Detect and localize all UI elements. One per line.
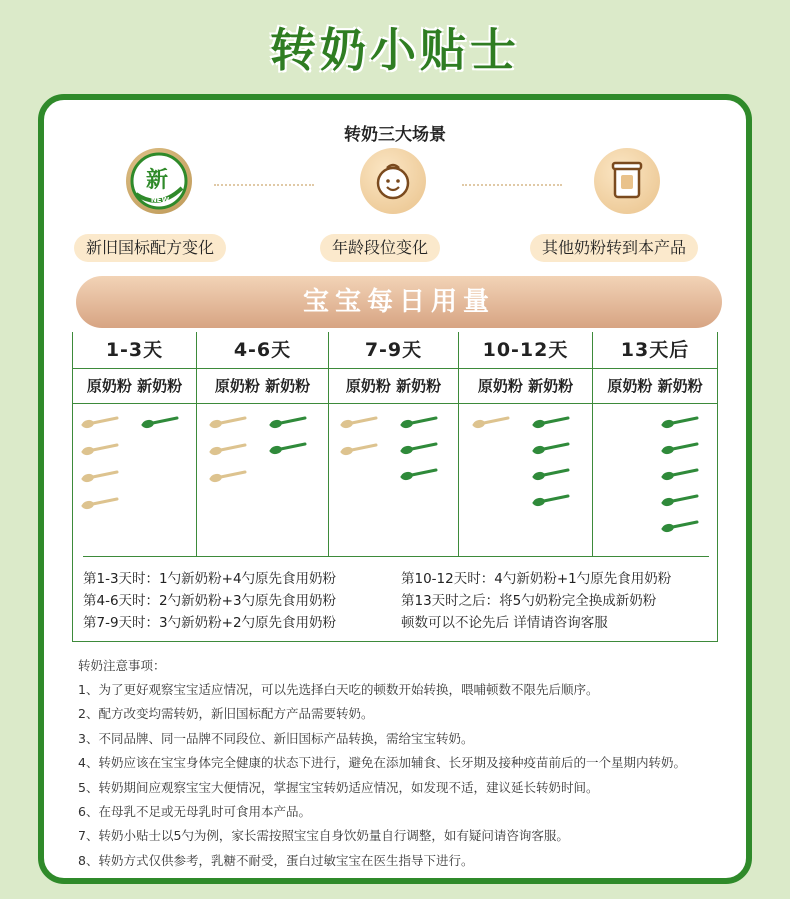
page-title: 转奶小贴士 [270, 23, 520, 77]
sub-labels [197, 369, 328, 404]
note-right-1: 第10-12天时：4勺新奶粉+1勺原先食用奶粉 [401, 571, 672, 587]
scenes-heading: 转奶三大场景 [344, 125, 446, 145]
new-formula-scoop-icon [400, 440, 446, 452]
old-formula-scoop-icon [209, 468, 255, 480]
tip-item: 5、转奶期间应观察宝宝大便情况，掌握宝宝转奶适应情况，如发现不适，建议延长转奶时间。 [78, 779, 599, 795]
tip-item: 3、不同品牌、同一品牌不同段位、新旧国标产品转换，需给宝宝转奶。 [78, 730, 474, 746]
new-formula-scoop-icon [532, 414, 578, 426]
new-formula-scoop-icon [269, 440, 315, 452]
sub-labels [459, 369, 592, 404]
usage-column [329, 332, 459, 556]
note-left-3: 第7-9天时：3勺新奶粉+2勺原先食用奶粉 [83, 615, 337, 631]
tip-item: 7、转奶小贴士以5勺为例，家长需按照宝宝自身饮奶量自行调整，如有疑问请咨询客服。 [78, 828, 569, 844]
new-formula-label: 新奶粉 [528, 377, 574, 395]
old-formula-label: 原奶粉 [345, 377, 391, 395]
new-formula-scoop-icon [661, 518, 707, 530]
divider-dots [214, 184, 314, 186]
period-label: 13天后 [593, 332, 717, 369]
scene-label-age-stage: 年龄段位变化 [320, 234, 440, 262]
period-label: 10-12天 [459, 332, 592, 369]
usage-column [197, 332, 329, 556]
note-right-3: 顿数可以不论先后 详情请咨询客服 [401, 615, 608, 631]
tip-item: 8、转奶方式仅供参考，乳糖不耐受，蛋白过敏宝宝在医生指导下进行。 [78, 852, 474, 868]
new-badge-subtext: NEW [150, 196, 170, 204]
tip-item: 2、配方改变均需转奶，新旧国标配方产品需要转奶。 [78, 706, 374, 722]
tip-item: 4、转奶应该在宝宝身体完全健康的状态下进行，避免在添加辅食、长牙期及接种疫苗前后的一个星期内转奶。 [78, 755, 686, 771]
new-formula-scoop-icon [400, 414, 446, 426]
new-formula-scoop-icon [661, 466, 707, 478]
old-formula-label: 原奶粉 [607, 377, 653, 395]
usage-column [593, 332, 717, 556]
note-right-2: 第13天时之后：将5勺奶粉完全换成新奶粉 [401, 593, 657, 609]
period-label: 7-9天 [329, 332, 458, 369]
sub-labels [73, 369, 196, 404]
old-formula-scoop-icon [209, 414, 255, 426]
new-badge-text: 新 [145, 168, 169, 193]
period-label: 1-3天 [73, 332, 196, 369]
old-formula-scoop-icon [472, 414, 518, 426]
new-formula-scoop-icon [400, 466, 446, 478]
tips-heading: 转奶注意事项： [78, 658, 166, 673]
new-formula-scoop-icon [532, 492, 578, 504]
scene-label-formula-change: 新旧国标配方变化 [74, 234, 226, 262]
tip-item: 6、在母乳不足或无母乳时可食用本产品。 [78, 803, 311, 819]
tips-card [38, 94, 752, 884]
note-left-1: 第1-3天时：1勺新奶粉+4勺原先食用奶粉 [83, 571, 337, 587]
daily-usage-band: 宝宝每日用量 [76, 276, 722, 328]
scene-label-other-brand: 其他奶粉转到本产品 [530, 234, 698, 262]
tips-section [78, 656, 738, 875]
period-label: 4-6天 [197, 332, 328, 369]
old-formula-scoop-icon [81, 414, 127, 426]
usage-column [73, 332, 197, 556]
usage-table [72, 332, 718, 642]
new-formula-label: 新奶粉 [657, 377, 703, 395]
new-formula-scoop-icon [532, 466, 578, 478]
new-formula-label: 新奶粉 [137, 377, 183, 395]
old-formula-label: 原奶粉 [86, 377, 132, 395]
new-formula-scoop-icon [532, 440, 578, 452]
old-formula-scoop-icon [81, 441, 127, 453]
old-formula-scoop-icon [340, 414, 386, 426]
new-formula-scoop-icon [141, 414, 187, 426]
usage-notes [83, 556, 709, 631]
old-formula-scoop-icon [340, 441, 386, 453]
note-left-2: 第4-6天时：2勺新奶粉+3勺原先食用奶粉 [83, 593, 337, 609]
divider-dots [462, 184, 562, 186]
formula-can-icon [594, 148, 660, 214]
old-formula-label: 原奶粉 [477, 377, 523, 395]
new-formula-scoop-icon [661, 492, 707, 504]
new-badge-icon [126, 148, 192, 214]
new-formula-scoop-icon [661, 440, 707, 452]
new-formula-scoop-icon [269, 414, 315, 426]
usage-column [459, 332, 593, 556]
new-formula-label: 新奶粉 [265, 377, 311, 395]
sub-labels [593, 369, 717, 404]
tip-item: 1、为了更好观察宝宝适应情况，可以先选择白天吃的顿数开始转换，喂哺顿数不限先后顺序。 [78, 682, 599, 697]
new-formula-scoop-icon [661, 414, 707, 426]
sub-labels [329, 369, 458, 404]
old-formula-scoop-icon [209, 441, 255, 453]
new-formula-label: 新奶粉 [396, 377, 442, 395]
old-formula-scoop-icon [81, 495, 127, 507]
smiley-face-icon [360, 148, 426, 214]
old-formula-label: 原奶粉 [214, 377, 260, 395]
old-formula-scoop-icon [81, 468, 127, 480]
